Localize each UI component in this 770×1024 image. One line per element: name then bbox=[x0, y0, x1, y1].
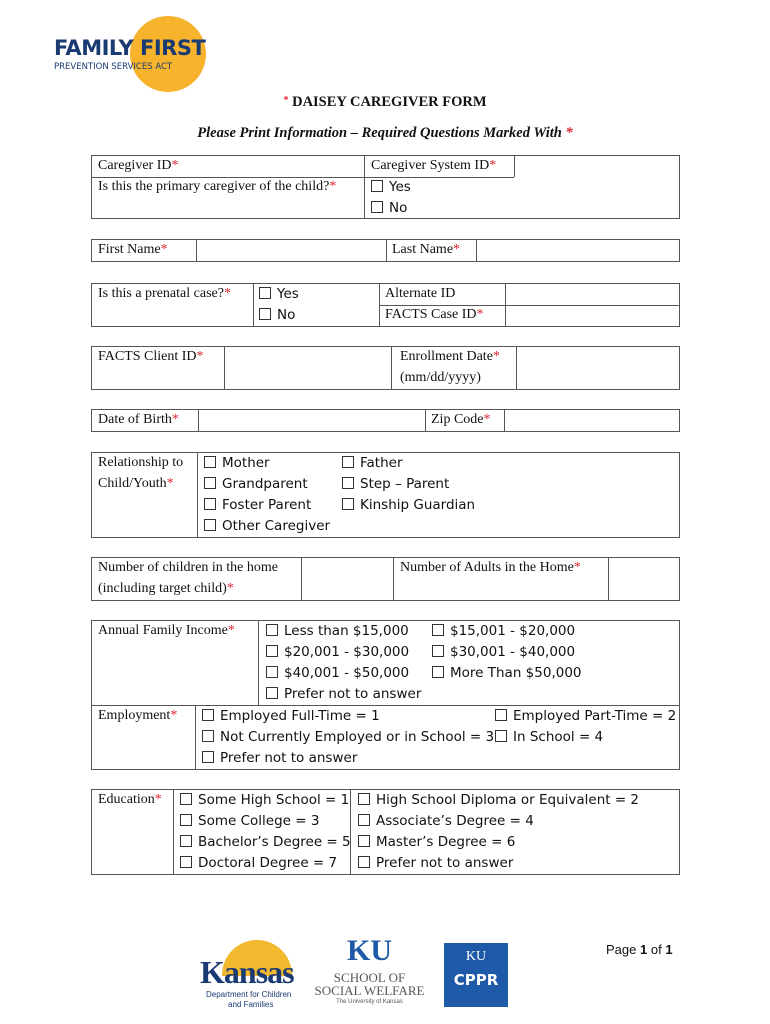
req-star: * bbox=[196, 349, 204, 364]
first-name-input[interactable] bbox=[197, 240, 386, 261]
checkbox[interactable] bbox=[204, 519, 216, 531]
facts-client-id-input[interactable] bbox=[225, 347, 391, 389]
checkbox[interactable] bbox=[342, 498, 354, 510]
facts-case-id-label: FACTS Case ID bbox=[385, 307, 477, 322]
education-prefer-not-option[interactable] bbox=[358, 853, 513, 873]
dob-section bbox=[91, 409, 680, 432]
req-star: * bbox=[226, 581, 234, 596]
checkbox[interactable] bbox=[495, 730, 507, 742]
adults-count-label: Number of Adults in the Home bbox=[400, 560, 574, 575]
employment-label: Employment bbox=[98, 708, 171, 723]
cppr-ku: KU bbox=[465, 949, 487, 964]
ku-wordmark: KU bbox=[347, 934, 392, 967]
option-label: Some College = 3 bbox=[198, 813, 320, 829]
client-section bbox=[91, 346, 680, 390]
enrollment-date-label: Enrollment Date bbox=[400, 349, 493, 364]
relationship-label-line1: Relationship to bbox=[98, 455, 184, 470]
checkbox[interactable] bbox=[259, 287, 271, 299]
income-option-15001-20000[interactable] bbox=[432, 621, 575, 641]
date-format-hint: (mm/dd/yyyy) bbox=[400, 370, 481, 385]
checkbox[interactable] bbox=[342, 456, 354, 468]
education-label: Education bbox=[98, 792, 155, 807]
subtitle-star: * bbox=[565, 125, 573, 141]
income-option-lt15000[interactable] bbox=[266, 621, 409, 641]
req-star: * bbox=[171, 158, 179, 173]
option-label: Step – Parent bbox=[360, 476, 450, 492]
cppr-logo bbox=[444, 943, 508, 1007]
req-star: * bbox=[170, 708, 178, 723]
checkbox[interactable] bbox=[266, 666, 278, 678]
education-some-college-option[interactable] bbox=[180, 811, 319, 831]
kansas-dcf-logo bbox=[200, 940, 300, 1010]
cppr-wordmark: CPPR bbox=[453, 971, 499, 989]
checkbox[interactable] bbox=[266, 687, 278, 699]
req-star: * bbox=[166, 476, 174, 491]
other-caregiver-option[interactable] bbox=[204, 516, 330, 536]
checkbox[interactable] bbox=[259, 308, 271, 320]
option-label: Employed Full-Time = 1 bbox=[220, 708, 380, 724]
school-line1: SCHOOL OF bbox=[333, 970, 406, 985]
checkbox[interactable] bbox=[180, 835, 192, 847]
checkbox[interactable] bbox=[358, 814, 370, 826]
subtitle-text: Please Print Information – Required Questions Marked With bbox=[197, 125, 562, 141]
income-option-gt50000[interactable] bbox=[432, 663, 582, 683]
checkbox[interactable] bbox=[180, 793, 192, 805]
school-line3: The University of Kansas bbox=[336, 999, 403, 1005]
prenatal-yes-option[interactable] bbox=[259, 284, 299, 304]
caregiver-id-section bbox=[91, 155, 680, 219]
checkbox[interactable] bbox=[180, 814, 192, 826]
option-label: Yes bbox=[389, 179, 411, 195]
children-count-label-line2: (including target child) bbox=[98, 581, 227, 596]
option-label: Mother bbox=[222, 455, 270, 471]
employment-full-time-option[interactable] bbox=[202, 706, 380, 726]
education-doctoral-option[interactable] bbox=[180, 853, 337, 873]
req-star: * bbox=[476, 307, 484, 322]
kansas-wordmark: Kansas bbox=[200, 954, 294, 990]
checkbox[interactable] bbox=[432, 666, 444, 678]
checkbox[interactable] bbox=[204, 498, 216, 510]
kdcf-line1: Department for Children bbox=[206, 990, 292, 999]
children-count-label-line1: Number of children in the home bbox=[98, 560, 279, 575]
option-label: Prefer not to answer bbox=[284, 686, 422, 702]
req-star: * bbox=[573, 560, 581, 575]
education-bachelors-option[interactable] bbox=[180, 832, 351, 852]
logo-line2: PREVENTION SERVICES ACT bbox=[54, 62, 173, 72]
option-label: More Than $50,000 bbox=[450, 665, 582, 681]
req-star: * bbox=[329, 179, 337, 194]
children-count-input[interactable] bbox=[302, 558, 393, 600]
employment-not-employed-option[interactable] bbox=[202, 727, 494, 747]
option-label: In School = 4 bbox=[513, 729, 604, 745]
primary-caregiver-question: Is this the primary caregiver of the child? bbox=[98, 179, 330, 194]
checkbox[interactable] bbox=[266, 645, 278, 657]
option-label: Some High School = 1 bbox=[198, 792, 350, 808]
form-subtitle bbox=[0, 125, 770, 142]
mother-option[interactable] bbox=[204, 453, 270, 473]
page-current: 1 bbox=[640, 942, 648, 957]
option-label: Associate’s Degree = 4 bbox=[376, 813, 534, 829]
name-section bbox=[91, 239, 680, 262]
page-number bbox=[606, 942, 673, 957]
checkbox[interactable] bbox=[204, 477, 216, 489]
primary-yes-option[interactable] bbox=[371, 177, 411, 197]
checkbox[interactable] bbox=[202, 709, 214, 721]
option-label: Less than $15,000 bbox=[284, 623, 409, 639]
father-option[interactable] bbox=[342, 453, 403, 473]
req-star: * bbox=[227, 623, 235, 638]
facts-client-id-label: FACTS Client ID bbox=[98, 349, 197, 364]
option-label: High School Diploma or Equivalent = 2 bbox=[376, 792, 640, 808]
education-some-high-school-option[interactable] bbox=[180, 790, 349, 810]
option-label: Employed Part-Time = 2 bbox=[513, 708, 677, 724]
checkbox[interactable] bbox=[342, 477, 354, 489]
employment-part-time-option[interactable] bbox=[495, 706, 676, 726]
employment-in-school-option[interactable] bbox=[495, 727, 603, 747]
checkbox[interactable] bbox=[180, 856, 192, 868]
income-option-40001-50000[interactable] bbox=[266, 663, 409, 683]
option-label: $40,001 - $50,000 bbox=[284, 665, 410, 681]
alternate-id-input[interactable] bbox=[506, 284, 679, 305]
kinship-guardian-option[interactable] bbox=[342, 495, 475, 515]
req-star: * bbox=[171, 412, 179, 427]
school-line2: SOCIAL WELFARE bbox=[314, 983, 425, 998]
req-star: * bbox=[483, 412, 491, 427]
employment-prefer-not-option[interactable] bbox=[202, 748, 357, 768]
option-label: Father bbox=[360, 455, 403, 471]
income-option-30001-40000[interactable] bbox=[432, 642, 575, 662]
option-label: Master’s Degree = 6 bbox=[376, 834, 516, 850]
option-label: $15,001 - $20,000 bbox=[450, 623, 576, 639]
option-label: $20,001 - $30,000 bbox=[284, 644, 410, 660]
alternate-id-label: Alternate ID bbox=[385, 286, 456, 301]
checkbox[interactable] bbox=[358, 835, 370, 847]
checkbox[interactable] bbox=[204, 456, 216, 468]
foster-parent-option[interactable] bbox=[204, 495, 311, 515]
option-label: Prefer not to answer bbox=[220, 750, 358, 766]
income-employment-section bbox=[91, 620, 680, 770]
req-star: * bbox=[492, 349, 500, 364]
household-section bbox=[91, 557, 680, 601]
checkbox[interactable] bbox=[432, 645, 444, 657]
adults-count-input[interactable] bbox=[609, 558, 679, 600]
option-label: Bachelor’s Degree = 5 bbox=[198, 834, 351, 850]
education-associates-option[interactable] bbox=[358, 811, 534, 831]
logo-line1: FAMILY FIRST bbox=[54, 36, 206, 60]
first-name-label: First Name bbox=[98, 242, 161, 257]
dob-label: Date of Birth bbox=[98, 412, 172, 427]
zip-code-label: Zip Code bbox=[431, 412, 484, 427]
last-name-input[interactable] bbox=[477, 240, 679, 261]
ku-social-welfare-logo bbox=[312, 934, 427, 1010]
option-label: Foster Parent bbox=[222, 497, 312, 513]
option-label: Not Currently Employed or in School = 3 bbox=[220, 729, 495, 745]
page-label: Page bbox=[606, 942, 637, 957]
option-label: Prefer not to answer bbox=[376, 855, 514, 871]
req-star: * bbox=[489, 158, 497, 173]
income-option-prefer-not[interactable] bbox=[266, 684, 421, 704]
prenatal-no-option[interactable] bbox=[259, 305, 295, 325]
req-star: * bbox=[223, 286, 231, 301]
title-text: DAISEY CAREGIVER FORM bbox=[292, 94, 487, 110]
checkbox[interactable] bbox=[202, 751, 214, 763]
income-option-20001-30000[interactable] bbox=[266, 642, 409, 662]
form-title bbox=[0, 94, 770, 111]
education-masters-option[interactable] bbox=[358, 832, 515, 852]
option-label: No bbox=[389, 200, 408, 216]
income-label: Annual Family Income bbox=[98, 623, 228, 638]
caregiver-id-label: Caregiver ID bbox=[98, 158, 172, 173]
checkbox[interactable] bbox=[202, 730, 214, 742]
relationship-section bbox=[91, 452, 680, 538]
kdcf-line2: and Families bbox=[228, 1000, 274, 1009]
step-parent-option[interactable] bbox=[342, 474, 449, 494]
caregiver-system-id-label: Caregiver System ID bbox=[371, 158, 490, 173]
option-label: Doctoral Degree = 7 bbox=[198, 855, 338, 871]
enrollment-date-input[interactable] bbox=[517, 347, 679, 389]
checkbox[interactable] bbox=[358, 856, 370, 868]
req-star: * bbox=[154, 792, 162, 807]
option-label: Kinship Guardian bbox=[360, 497, 476, 513]
family-first-logo bbox=[52, 16, 212, 96]
zip-code-input[interactable] bbox=[505, 410, 679, 431]
req-star: * bbox=[160, 242, 168, 257]
grandparent-option[interactable] bbox=[204, 474, 308, 494]
option-label: Yes bbox=[277, 286, 299, 302]
checkbox[interactable] bbox=[371, 180, 383, 192]
option-label: No bbox=[277, 307, 296, 323]
option-label: Grandparent bbox=[222, 476, 308, 492]
option-label: $30,001 - $40,000 bbox=[450, 644, 576, 660]
prenatal-section bbox=[91, 283, 680, 327]
caregiver-system-id-input[interactable] bbox=[515, 156, 679, 177]
prenatal-question: Is this a prenatal case? bbox=[98, 286, 224, 301]
checkbox[interactable] bbox=[358, 793, 370, 805]
option-label: Other Caregiver bbox=[222, 518, 331, 534]
req-star: * bbox=[453, 242, 461, 257]
page-of: of bbox=[650, 942, 662, 957]
title-mark: * bbox=[283, 95, 289, 106]
primary-no-option[interactable] bbox=[371, 198, 407, 218]
page-total: 1 bbox=[665, 942, 673, 957]
facts-case-id-input[interactable] bbox=[506, 306, 679, 326]
checkbox[interactable] bbox=[371, 201, 383, 213]
education-section bbox=[91, 789, 680, 875]
checkbox[interactable] bbox=[432, 624, 444, 636]
relationship-label-line2: Child/Youth bbox=[98, 476, 167, 491]
last-name-label: Last Name bbox=[392, 242, 454, 257]
dob-input[interactable] bbox=[199, 410, 425, 431]
education-high-school-diploma-option[interactable] bbox=[358, 790, 639, 810]
checkbox[interactable] bbox=[266, 624, 278, 636]
checkbox[interactable] bbox=[495, 709, 507, 721]
